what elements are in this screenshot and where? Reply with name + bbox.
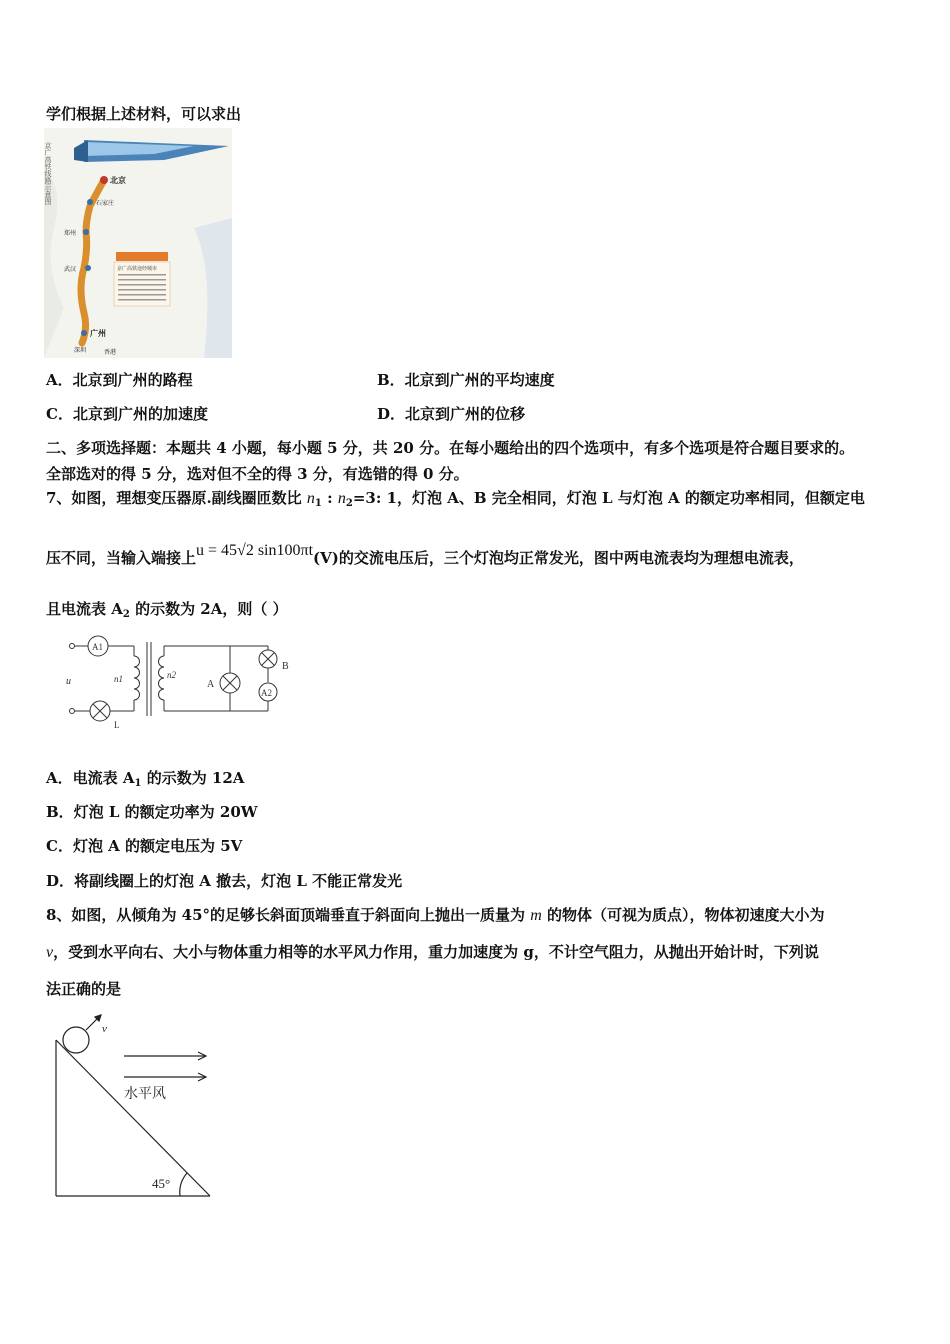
- intro-text: 学们根据上述材料，可以求出: [46, 105, 242, 123]
- label-u: u: [66, 676, 71, 687]
- wind-label: 水平风: [124, 1087, 166, 1102]
- q7-option-b: B．灯泡 L 的额定功率为 20W: [46, 803, 258, 821]
- city-label: 深圳: [74, 348, 87, 354]
- option-d: D．北京到广州的位移: [377, 405, 526, 423]
- q7-option-d: D．将副线圈上的灯泡 A 撤去，灯泡 L 不能正常发光: [46, 872, 403, 890]
- city-label: 郑州: [64, 231, 77, 237]
- label-n1: n1: [114, 674, 123, 684]
- transformer-circuit-figure: [64, 632, 300, 734]
- q7-line1: 7、如图，理想变压器原.副线圈匝数比 $n_1$ : $n_2=3$: 1，灯泡 A、B 完全相同，灯泡 L 与灯泡 A 的额定功率相同，但额定电: [46, 489, 865, 509]
- label-n2: n2: [167, 670, 176, 680]
- city-label: 石家庄: [96, 201, 115, 207]
- q7-option-a: A．电流表 $A_1$ 的示数为 12A: [46, 769, 245, 789]
- rail-map-figure: [44, 128, 232, 358]
- city-beijing-dot: [100, 176, 108, 184]
- q7-option-c: C．灯泡 A 的额定电压为 5V: [46, 837, 243, 855]
- q8-line3: 法正确的是: [46, 980, 122, 998]
- city-label: 武汉: [64, 267, 77, 273]
- q8-line2: v，受到水平向右、大小与物体重力相等的水平风力作用，重力加速度为 g，不计空气阻力，从抛出开始计时，下列说: [46, 943, 819, 961]
- label-v: v: [102, 1023, 107, 1035]
- incline-figure: [48, 1010, 218, 1204]
- option-c: C．北京到广州的加速度: [46, 405, 208, 423]
- option-b: B．北京到广州的平均速度: [377, 371, 555, 389]
- section-heading-line1: 二、多项选择题：本题共 4 小题，每小题 5 分，共 20 分。在每小题给出的四个选项中，有多个选项是符合题目要求的。: [46, 439, 855, 457]
- option-a: A．北京到广州的路程: [46, 371, 193, 389]
- label-a1: A1: [92, 642, 103, 652]
- label-a2: A2: [261, 688, 272, 698]
- voltage-formula: u = 45√2 sin100πt: [196, 542, 314, 559]
- angle-label: 45°: [152, 1176, 171, 1191]
- map-box-title: 京广高铁途经城市: [117, 267, 158, 272]
- q7-line3: 且电流表 $A_2$ 的示数为 2A，则（ ）: [46, 600, 288, 620]
- city-label: 广州: [90, 329, 106, 338]
- label-b: B: [282, 661, 289, 672]
- label-a: A: [207, 679, 215, 690]
- city-label: 北京: [110, 176, 126, 185]
- map-title: 京广高铁线路示意图: [44, 142, 52, 205]
- label-l: L: [114, 720, 120, 730]
- section-heading-line2: 全部选对的得 5 分，选对但不全的得 3 分，有选错的得 0 分。: [46, 465, 469, 483]
- q7-line2: 压不同，当输入端接上u = 45√2 sin100πt(V)的交流电压后，三个灯泡均正常发光，图中两电流表均为理想电流表，: [46, 542, 804, 567]
- q8-line1: 8、如图，从倾角为 45°的足够长斜面顶端垂直于斜面向上抛出一质量为 m 的物体（可视为质点），物体初速度大小为: [46, 906, 825, 924]
- city-label: 香港: [104, 350, 117, 356]
